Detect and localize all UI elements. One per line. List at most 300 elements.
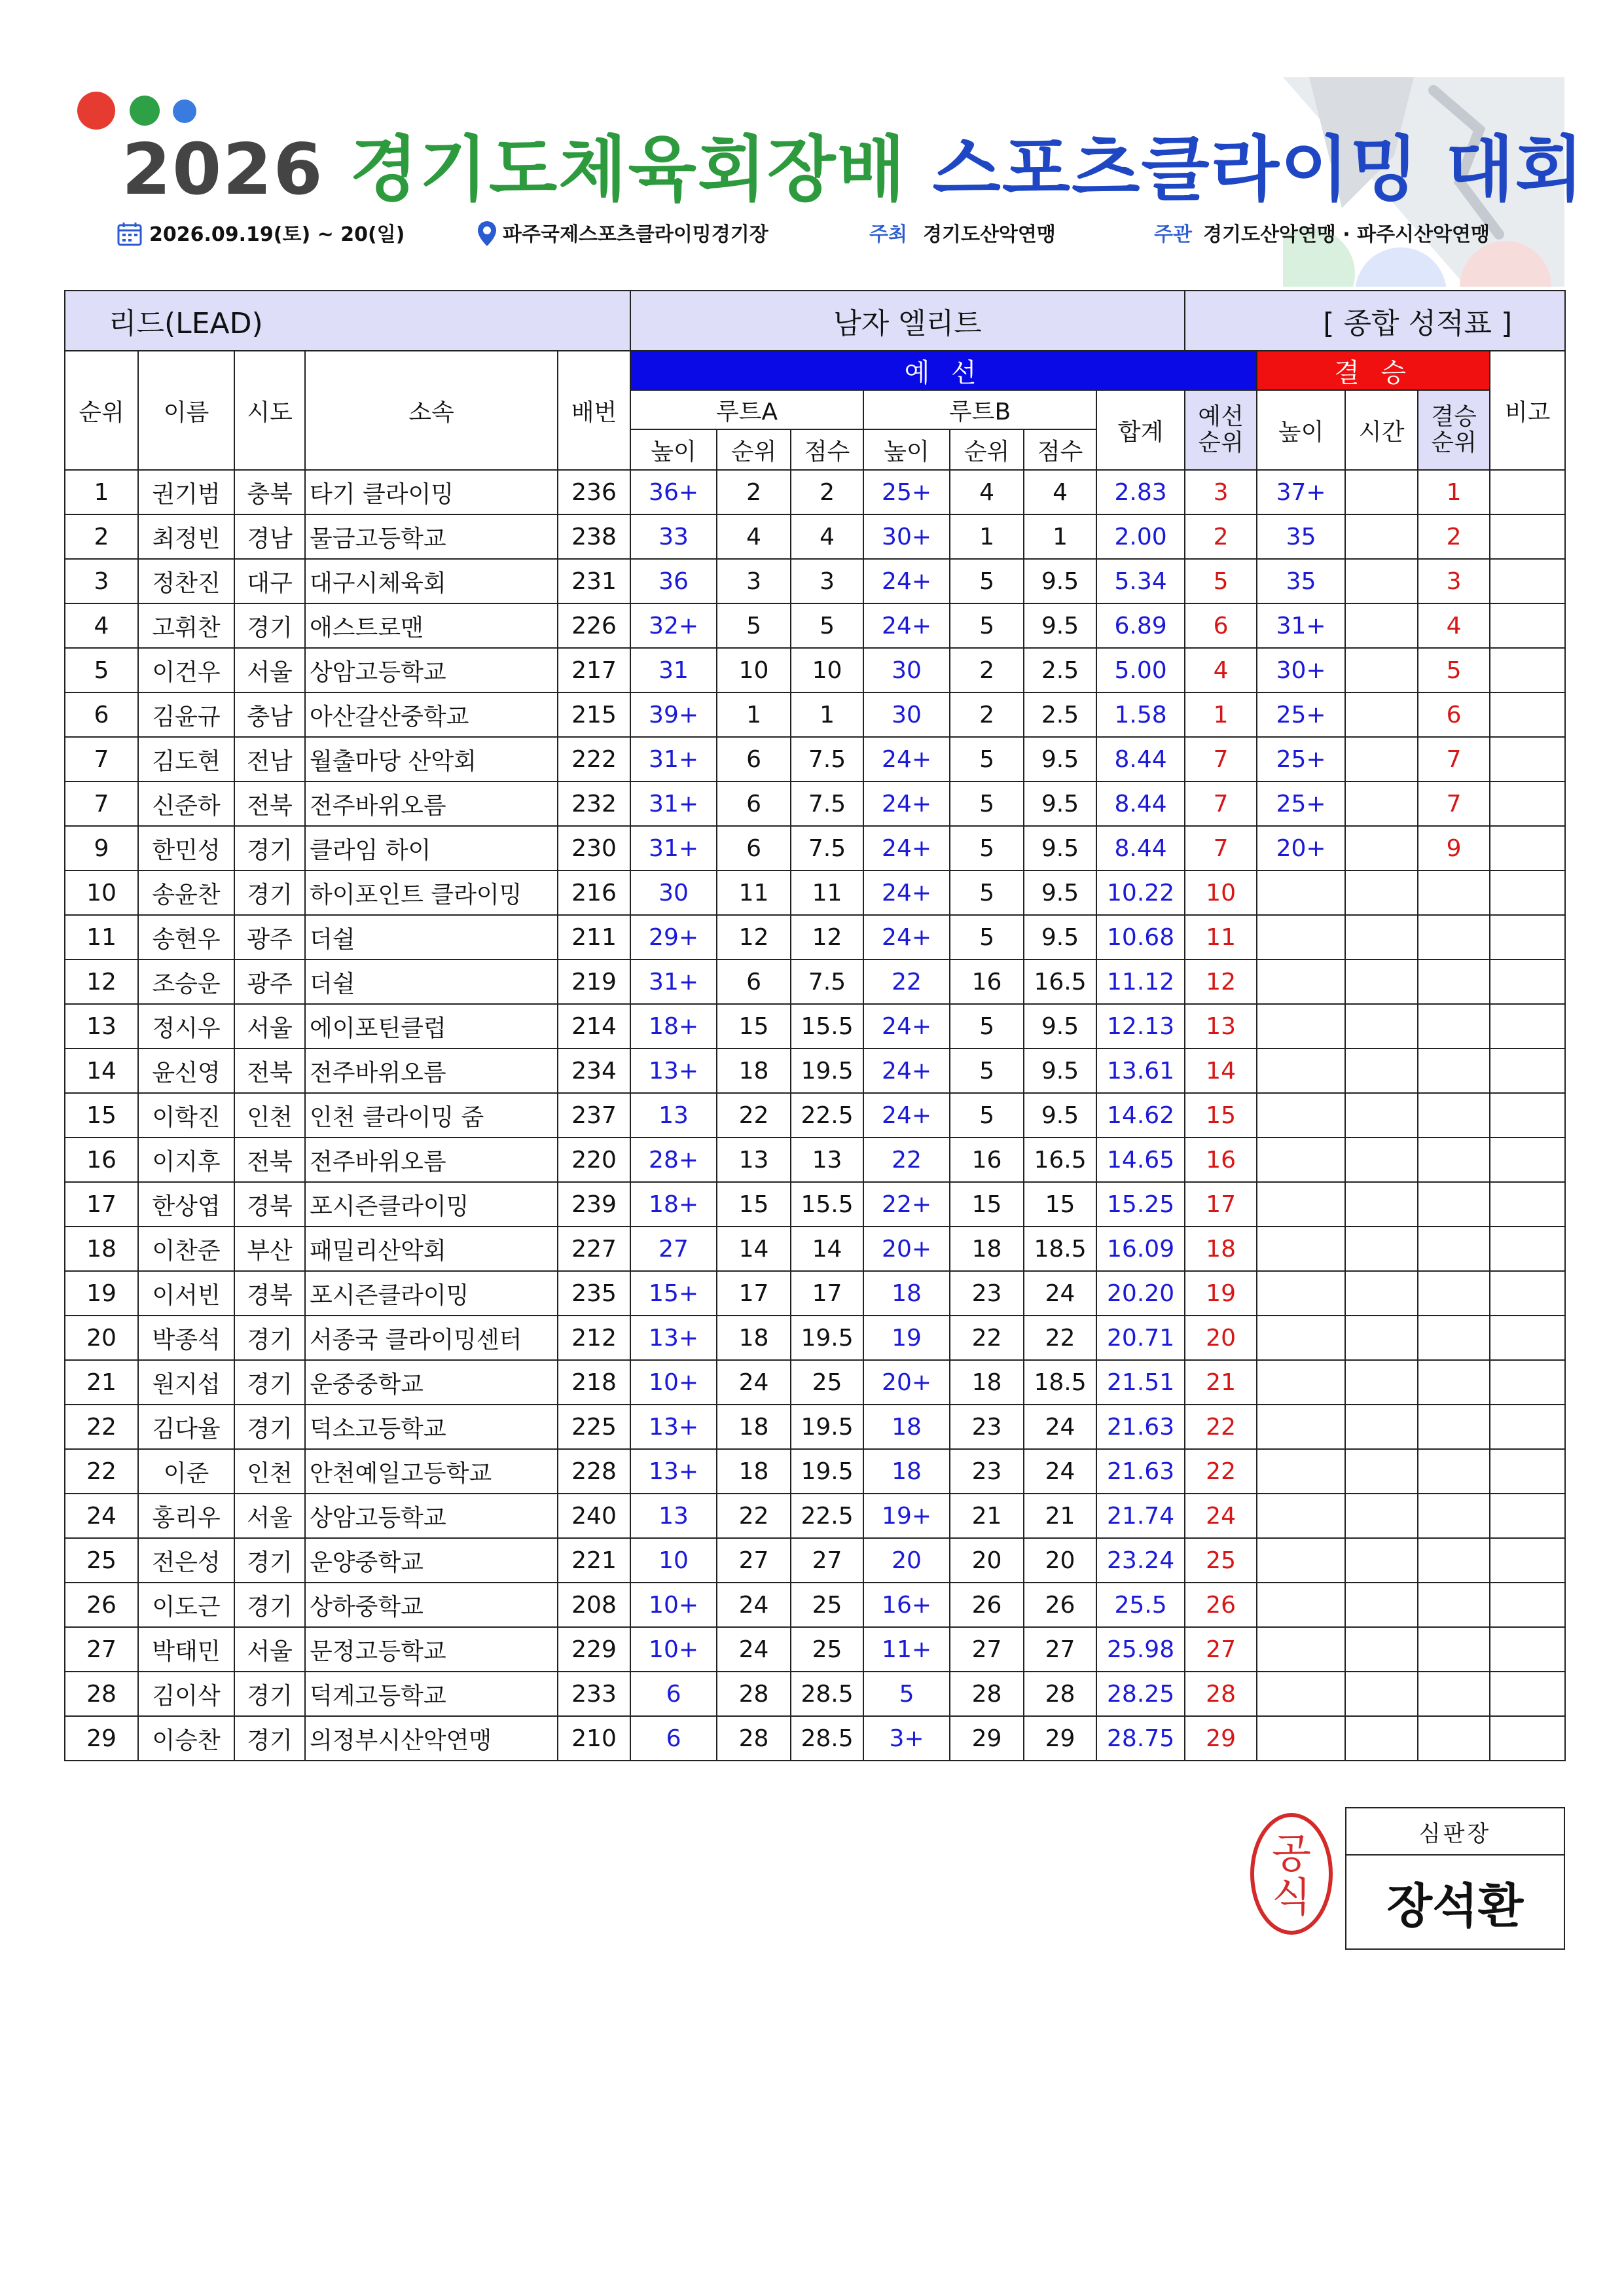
cell-a-score: 28.5 (791, 1672, 863, 1716)
cell-total: 2.83 (1096, 470, 1185, 514)
cell-a-rank: 18 (717, 1049, 791, 1093)
cell-total: 21.63 (1096, 1405, 1185, 1449)
table-row (65, 1182, 1565, 1227)
cell-a-height: 39+ (630, 692, 717, 737)
cell-final-height (1257, 1583, 1345, 1627)
organizer-name: 경기도산악연맹 · 파주시산악연맹 (1203, 223, 1490, 246)
cell-final-time (1345, 781, 1418, 826)
cell-rank: 7 (65, 781, 138, 826)
col-a-height: 높이 (630, 429, 717, 470)
cell-a-rank: 18 (717, 1405, 791, 1449)
cell-final-rank: 7 (1418, 737, 1490, 781)
cell-affiliation: 운중중학교 (305, 1360, 558, 1405)
cell-qual-rank: 6 (1185, 603, 1257, 648)
cell-b-rank: 5 (950, 870, 1024, 915)
cell-b-rank: 23 (950, 1271, 1024, 1316)
cell-final-height (1257, 1449, 1345, 1494)
cell-b-score: 24 (1024, 1449, 1096, 1494)
organizer-label: 주관 (1154, 223, 1192, 246)
col-a-rank: 순위 (717, 429, 791, 470)
cell-final-rank: 6 (1418, 692, 1490, 737)
cell-rank: 22 (65, 1405, 138, 1449)
col-note: 비고 (1490, 351, 1565, 470)
cell-qual-rank: 1 (1185, 692, 1257, 737)
cell-b-score: 9.5 (1024, 559, 1096, 603)
cell-a-score: 25 (791, 1583, 863, 1627)
cell-final-time (1345, 470, 1418, 514)
cell-final-rank (1418, 1449, 1490, 1494)
cell-note (1490, 960, 1565, 1004)
host-label: 주최 (869, 223, 907, 246)
cell-b-score: 28 (1024, 1672, 1096, 1716)
cell-total: 16.09 (1096, 1227, 1185, 1271)
cell-a-height: 13+ (630, 1405, 717, 1449)
cell-final-rank (1418, 1494, 1490, 1538)
cell-b-score: 29 (1024, 1716, 1096, 1761)
cell-region: 부산 (234, 1227, 305, 1271)
cell-note (1490, 692, 1565, 737)
cell-final-rank: 2 (1418, 514, 1490, 559)
cell-a-rank: 24 (717, 1627, 791, 1672)
cell-a-rank: 12 (717, 915, 791, 960)
col-qual-rank: 예선 순위 (1185, 390, 1257, 470)
cell-b-score: 16.5 (1024, 1138, 1096, 1182)
cell-b-score: 9.5 (1024, 826, 1096, 870)
cell-rank: 26 (65, 1583, 138, 1627)
cell-b-height: 5 (863, 1672, 950, 1716)
event-info-bar (117, 219, 1524, 251)
cell-name: 윤신영 (138, 1049, 234, 1093)
cell-qual-rank: 14 (1185, 1049, 1257, 1093)
cell-a-score: 19.5 (791, 1316, 863, 1360)
col-total: 합계 (1096, 390, 1185, 470)
title-year: 2026 (122, 129, 324, 211)
cell-b-height: 22+ (863, 1182, 950, 1227)
cell-rank: 1 (65, 470, 138, 514)
cell-final-time (1345, 826, 1418, 870)
cell-final-height: 35 (1257, 559, 1345, 603)
cell-a-height: 27 (630, 1227, 717, 1271)
col-rank: 순위 (65, 351, 138, 470)
cell-region: 전남 (234, 737, 305, 781)
cell-a-score: 7.5 (791, 737, 863, 781)
cell-note (1490, 1316, 1565, 1360)
cell-rank: 10 (65, 870, 138, 915)
cell-b-rank: 5 (950, 781, 1024, 826)
cell-a-rank: 5 (717, 603, 791, 648)
cell-rank: 6 (65, 692, 138, 737)
cell-final-height: 30+ (1257, 648, 1345, 692)
cell-qual-rank: 2 (1185, 514, 1257, 559)
cell-name: 이건우 (138, 648, 234, 692)
cell-a-height: 10+ (630, 1583, 717, 1627)
cell-affiliation: 더쉴 (305, 960, 558, 1004)
cell-final-height (1257, 1360, 1345, 1405)
table-row (65, 826, 1565, 870)
cell-a-rank: 6 (717, 826, 791, 870)
cell-bib: 239 (558, 1182, 630, 1227)
cell-total: 25.98 (1096, 1627, 1185, 1672)
cell-b-height: 30 (863, 692, 950, 737)
cell-bib: 240 (558, 1494, 630, 1538)
cell-final-height: 35 (1257, 514, 1345, 559)
cell-affiliation: 에이포틴클럽 (305, 1004, 558, 1049)
cell-name: 한민성 (138, 826, 234, 870)
results-table (64, 290, 1566, 1761)
cell-final-rank (1418, 1093, 1490, 1138)
cell-final-rank (1418, 870, 1490, 915)
cell-a-score: 3 (791, 559, 863, 603)
cell-total: 2.00 (1096, 514, 1185, 559)
cell-b-height: 30 (863, 648, 950, 692)
cell-name: 송현우 (138, 915, 234, 960)
green-dot (130, 96, 160, 126)
cell-final-rank (1418, 1583, 1490, 1627)
cell-rank: 4 (65, 603, 138, 648)
cell-total: 15.25 (1096, 1182, 1185, 1227)
cell-b-height: 11+ (863, 1627, 950, 1672)
document-title: [ 종합 성적표 ] (1185, 291, 1565, 351)
cell-a-height: 6 (630, 1716, 717, 1761)
cell-b-height: 20 (863, 1538, 950, 1583)
cell-note (1490, 781, 1565, 826)
cell-final-time (1345, 1316, 1418, 1360)
cell-final-height: 25+ (1257, 781, 1345, 826)
cell-total: 8.44 (1096, 826, 1185, 870)
cell-b-rank: 5 (950, 603, 1024, 648)
cell-bib: 229 (558, 1627, 630, 1672)
cell-final-time (1345, 1405, 1418, 1449)
cell-a-score: 11 (791, 870, 863, 915)
cell-affiliation: 월출마당 산악회 (305, 737, 558, 781)
cell-total: 28.75 (1096, 1716, 1185, 1761)
cell-final-height (1257, 960, 1345, 1004)
cell-final-rank (1418, 1004, 1490, 1049)
cell-b-score: 9.5 (1024, 915, 1096, 960)
cell-final-time (1345, 1004, 1418, 1049)
cell-final-time (1345, 514, 1418, 559)
cell-bib: 217 (558, 648, 630, 692)
cell-a-height: 31+ (630, 781, 717, 826)
cell-note (1490, 1627, 1565, 1672)
cell-final-rank: 1 (1418, 470, 1490, 514)
cell-final-height (1257, 1093, 1345, 1138)
cell-region: 충북 (234, 470, 305, 514)
cell-bib: 214 (558, 1004, 630, 1049)
cell-a-score: 1 (791, 692, 863, 737)
col-region: 시도 (234, 351, 305, 470)
cell-a-score: 25 (791, 1627, 863, 1672)
cell-name: 박종석 (138, 1316, 234, 1360)
cell-b-score: 2.5 (1024, 692, 1096, 737)
cell-name: 최정빈 (138, 514, 234, 559)
cell-b-height: 22 (863, 960, 950, 1004)
cell-b-height: 25+ (863, 470, 950, 514)
title-part1: 경기도체육회장배 (350, 129, 907, 211)
cell-affiliation: 전주바위오름 (305, 1049, 558, 1093)
cell-a-rank: 14 (717, 1227, 791, 1271)
cell-b-rank: 5 (950, 1049, 1024, 1093)
cell-b-rank: 23 (950, 1449, 1024, 1494)
cell-b-score: 2.5 (1024, 648, 1096, 692)
cell-b-score: 16.5 (1024, 960, 1096, 1004)
cell-final-time (1345, 692, 1418, 737)
cell-region: 경기 (234, 1538, 305, 1583)
cell-qual-rank: 3 (1185, 470, 1257, 514)
cell-final-rank (1418, 1049, 1490, 1093)
cell-b-rank: 16 (950, 1138, 1024, 1182)
cell-rank: 24 (65, 1494, 138, 1538)
cell-a-score: 19.5 (791, 1449, 863, 1494)
cell-a-height: 31 (630, 648, 717, 692)
cell-final-time (1345, 737, 1418, 781)
cell-qual-rank: 7 (1185, 826, 1257, 870)
table-row (65, 1227, 1565, 1271)
cell-b-height: 20+ (863, 1360, 950, 1405)
cell-a-score: 15.5 (791, 1004, 863, 1049)
cell-affiliation: 덕계고등학교 (305, 1672, 558, 1716)
cell-b-rank: 1 (950, 514, 1024, 559)
cell-final-rank (1418, 1138, 1490, 1182)
cell-final-rank: 5 (1418, 648, 1490, 692)
col-b-height: 높이 (863, 429, 950, 470)
table-title-row (65, 291, 1565, 351)
cell-bib: 230 (558, 826, 630, 870)
cell-bib: 238 (558, 514, 630, 559)
table-row (65, 1360, 1565, 1405)
cell-b-score: 15 (1024, 1182, 1096, 1227)
cell-affiliation: 문정고등학교 (305, 1627, 558, 1672)
cell-affiliation: 포시즌클라이밍 (305, 1182, 558, 1227)
cell-a-height: 30 (630, 870, 717, 915)
cell-b-rank: 29 (950, 1716, 1024, 1761)
cell-name: 이승찬 (138, 1716, 234, 1761)
discipline-label: 리드(LEAD) (65, 291, 630, 351)
cell-note (1490, 1049, 1565, 1093)
cell-a-height: 31+ (630, 737, 717, 781)
cell-region: 서울 (234, 1494, 305, 1538)
cell-rank: 12 (65, 960, 138, 1004)
cell-total: 14.65 (1096, 1138, 1185, 1182)
cell-bib: 236 (558, 470, 630, 514)
cell-a-score: 7.5 (791, 781, 863, 826)
cell-total: 12.13 (1096, 1004, 1185, 1049)
cell-final-height (1257, 1227, 1345, 1271)
cell-note (1490, 1360, 1565, 1405)
cell-qual-rank: 21 (1185, 1360, 1257, 1405)
cell-b-rank: 16 (950, 960, 1024, 1004)
cell-a-score: 10 (791, 648, 863, 692)
cell-rank: 27 (65, 1627, 138, 1672)
cell-region: 서울 (234, 648, 305, 692)
col-affiliation: 소속 (305, 351, 558, 470)
cell-bib: 233 (558, 1672, 630, 1716)
cell-region: 경기 (234, 1583, 305, 1627)
cell-name: 이지후 (138, 1138, 234, 1182)
cell-b-score: 27 (1024, 1627, 1096, 1672)
cell-qual-rank: 29 (1185, 1716, 1257, 1761)
cell-note (1490, 1271, 1565, 1316)
cell-qual-rank: 28 (1185, 1672, 1257, 1716)
cell-name: 정찬진 (138, 559, 234, 603)
cell-qual-rank: 25 (1185, 1538, 1257, 1583)
cell-b-rank: 2 (950, 692, 1024, 737)
cell-b-height: 24+ (863, 559, 950, 603)
table-row (65, 1538, 1565, 1583)
cell-final-time (1345, 1716, 1418, 1761)
col-final-rank: 결승 순위 (1418, 390, 1490, 470)
cell-bib: 210 (558, 1716, 630, 1761)
cell-affiliation: 운양중학교 (305, 1538, 558, 1583)
cell-b-height: 16+ (863, 1583, 950, 1627)
cell-b-height: 24+ (863, 603, 950, 648)
cell-qual-rank: 10 (1185, 870, 1257, 915)
cell-bib: 227 (558, 1227, 630, 1271)
cell-final-height (1257, 1271, 1345, 1316)
cell-b-height: 18 (863, 1271, 950, 1316)
cell-note (1490, 470, 1565, 514)
cell-final-height (1257, 1049, 1345, 1093)
route-a-header: 루트A (630, 390, 863, 429)
cell-final-rank (1418, 1271, 1490, 1316)
table-row (65, 1627, 1565, 1672)
cell-name: 김이삭 (138, 1672, 234, 1716)
cell-qual-rank: 19 (1185, 1271, 1257, 1316)
cell-total: 11.12 (1096, 960, 1185, 1004)
cell-final-time (1345, 1538, 1418, 1583)
cell-a-rank: 28 (717, 1716, 791, 1761)
cell-a-rank: 22 (717, 1494, 791, 1538)
cell-a-score: 22.5 (791, 1093, 863, 1138)
cell-region: 경기 (234, 826, 305, 870)
cell-a-score: 28.5 (791, 1716, 863, 1761)
cell-b-rank: 5 (950, 1004, 1024, 1049)
table-row (65, 915, 1565, 960)
table-row (65, 1271, 1565, 1316)
cell-a-rank: 6 (717, 781, 791, 826)
table-row (65, 1494, 1565, 1538)
cell-note (1490, 559, 1565, 603)
cell-b-rank: 5 (950, 737, 1024, 781)
table-row (65, 470, 1565, 514)
cell-final-time (1345, 1138, 1418, 1182)
cell-a-height: 13 (630, 1494, 717, 1538)
cell-bib: 234 (558, 1049, 630, 1093)
red-dot (77, 92, 115, 130)
final-header: 결 승 (1257, 351, 1490, 390)
cell-rank: 2 (65, 514, 138, 559)
cell-final-time (1345, 1583, 1418, 1627)
cell-b-rank: 5 (950, 915, 1024, 960)
cell-rank: 13 (65, 1004, 138, 1049)
cell-name: 이서빈 (138, 1271, 234, 1316)
cell-total: 8.44 (1096, 737, 1185, 781)
judge-signature-box (1345, 1807, 1565, 1950)
cell-final-time (1345, 1093, 1418, 1138)
cell-b-score: 9.5 (1024, 781, 1096, 826)
cell-b-score: 26 (1024, 1583, 1096, 1627)
cell-name: 원지섭 (138, 1360, 234, 1405)
table-row (65, 781, 1565, 826)
cell-a-score: 7.5 (791, 960, 863, 1004)
cell-region: 경기 (234, 1405, 305, 1449)
cell-name: 한상엽 (138, 1182, 234, 1227)
cell-qual-rank: 20 (1185, 1316, 1257, 1360)
cell-region: 서울 (234, 1004, 305, 1049)
cell-name: 김도현 (138, 737, 234, 781)
table-row (65, 1004, 1565, 1049)
cell-b-height: 18 (863, 1405, 950, 1449)
cell-final-height: 25+ (1257, 692, 1345, 737)
cell-a-score: 7.5 (791, 826, 863, 870)
cell-total: 20.20 (1096, 1271, 1185, 1316)
cell-a-rank: 18 (717, 1316, 791, 1360)
cell-bib: 235 (558, 1271, 630, 1316)
cell-b-rank: 18 (950, 1360, 1024, 1405)
cell-final-time (1345, 648, 1418, 692)
cell-b-height: 18 (863, 1449, 950, 1494)
cell-qual-rank: 5 (1185, 559, 1257, 603)
cell-region: 광주 (234, 915, 305, 960)
cell-final-height: 20+ (1257, 826, 1345, 870)
cell-b-score: 9.5 (1024, 603, 1096, 648)
cell-final-height (1257, 1182, 1345, 1227)
cell-bib: 208 (558, 1583, 630, 1627)
cell-a-height: 31+ (630, 826, 717, 870)
cell-note (1490, 826, 1565, 870)
cell-rank: 29 (65, 1716, 138, 1761)
cell-b-height: 30+ (863, 514, 950, 559)
cell-final-height (1257, 1138, 1345, 1182)
cell-b-height: 19+ (863, 1494, 950, 1538)
cell-a-rank: 2 (717, 470, 791, 514)
cell-region: 경기 (234, 1716, 305, 1761)
cell-total: 14.62 (1096, 1093, 1185, 1138)
cell-total: 21.51 (1096, 1360, 1185, 1405)
cell-qual-rank: 12 (1185, 960, 1257, 1004)
cell-a-score: 27 (791, 1538, 863, 1583)
cell-affiliation: 전주바위오름 (305, 1138, 558, 1182)
cell-bib: 219 (558, 960, 630, 1004)
cell-b-rank: 5 (950, 559, 1024, 603)
cell-final-height (1257, 1538, 1345, 1583)
cell-final-time (1345, 915, 1418, 960)
cell-final-height (1257, 1316, 1345, 1360)
cell-final-rank (1418, 960, 1490, 1004)
cell-note (1490, 648, 1565, 692)
cell-b-rank: 23 (950, 1405, 1024, 1449)
cell-final-height (1257, 1405, 1345, 1449)
table-row (65, 648, 1565, 692)
cell-region: 경기 (234, 603, 305, 648)
cell-b-score: 9.5 (1024, 1093, 1096, 1138)
cell-name: 송윤찬 (138, 870, 234, 915)
cell-affiliation: 덕소고등학교 (305, 1405, 558, 1449)
cell-note (1490, 1004, 1565, 1049)
cell-rank: 20 (65, 1316, 138, 1360)
cell-bib: 226 (558, 603, 630, 648)
cell-region: 인천 (234, 1449, 305, 1494)
cell-final-time (1345, 1494, 1418, 1538)
cell-note (1490, 1538, 1565, 1583)
cell-a-score: 14 (791, 1227, 863, 1271)
cell-affiliation: 의정부시산악연맹 (305, 1716, 558, 1761)
cell-a-score: 19.5 (791, 1049, 863, 1093)
cell-total: 8.44 (1096, 781, 1185, 826)
cell-b-score: 9.5 (1024, 737, 1096, 781)
cell-a-height: 36+ (630, 470, 717, 514)
cell-rank: 11 (65, 915, 138, 960)
